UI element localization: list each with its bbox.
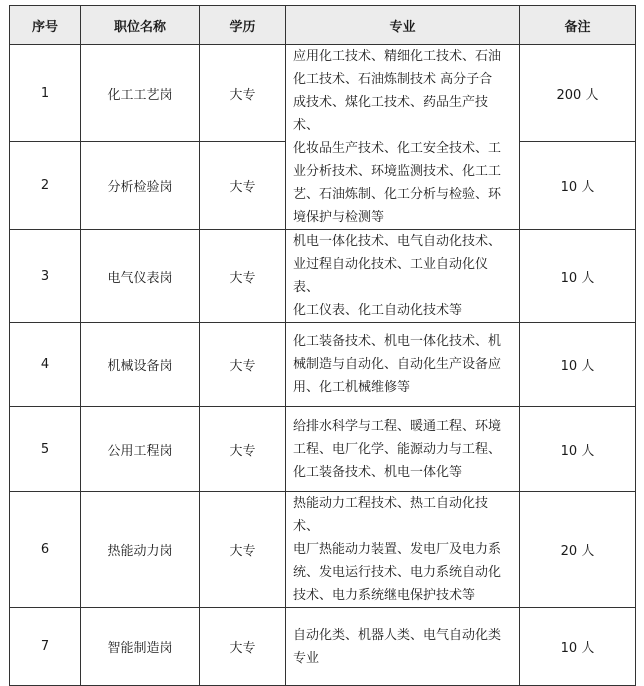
header-row <box>10 6 636 45</box>
row-education: 大专 <box>200 230 286 323</box>
major-line: 电厂热能动力装置、发电厂及电力系 <box>293 542 502 557</box>
row-remark: 10 人 <box>520 142 636 230</box>
table-row <box>10 45 636 142</box>
row-position: 智能制造岗 <box>81 608 200 686</box>
major-line: 应用化工技术、精细化工技术、石油 <box>293 49 502 64</box>
major-line: 热能动力工程技术、热工自动化技术、 <box>293 496 489 534</box>
major-line: 化工技术、石油炼制技术 高分子合 <box>293 72 493 87</box>
header-no: 序号 <box>10 6 81 45</box>
row-no: 1 <box>10 45 81 142</box>
major-line: 械制造与自动化、自动化生产设备应 <box>293 357 502 372</box>
row-no: 7 <box>10 608 81 686</box>
major-line: 用、化工机械维修等 <box>293 380 411 395</box>
row-remark: 10 人 <box>520 407 636 492</box>
row-major <box>286 323 520 407</box>
major-line: 成技术、煤化工技术、药品生产技术、 <box>293 95 489 133</box>
major-line: 化工装备技术、机电一体化技术、机 <box>293 334 502 349</box>
row-no: 3 <box>10 230 81 323</box>
row-remark: 10 人 <box>520 608 636 686</box>
row-education: 大专 <box>200 142 286 230</box>
row-education: 大专 <box>200 608 286 686</box>
table-row <box>10 492 636 608</box>
header-position: 职位名称 <box>81 6 200 45</box>
major-line: 自动化类、机器人类、电气自动化类 <box>293 627 502 643</box>
major-line: 工程、电厂化学、能源动力与工程、 <box>293 441 502 457</box>
major-line: 统、发电运行技术、电力系统自动化 <box>293 565 502 580</box>
row-remark: 10 人 <box>520 323 636 407</box>
header-education: 学历 <box>200 6 286 45</box>
row-no: 5 <box>10 407 81 492</box>
major-line: 艺、石油炼制、化工分析与检验、环 <box>293 187 502 202</box>
major-line: 化妆品生产技术、化工安全技术、工 <box>293 141 502 156</box>
row-position: 机械设备岗 <box>81 323 200 407</box>
major-line: 业分析技术、环境监测技术、化工工 <box>293 164 502 179</box>
row-major <box>286 608 520 686</box>
header-major: 专业 <box>286 6 520 45</box>
row-remark: 200 人 <box>520 45 636 142</box>
row-no: 4 <box>10 323 81 407</box>
major-line: 境保护与检测等 <box>293 210 385 225</box>
table-row <box>10 608 636 686</box>
table-row <box>10 323 636 407</box>
row-remark: 10 人 <box>520 230 636 323</box>
table-row <box>10 230 636 323</box>
row-education: 大专 <box>200 492 286 608</box>
row-education: 大专 <box>200 323 286 407</box>
major-line: 专业 <box>293 650 320 666</box>
row-major <box>286 45 520 230</box>
row-education: 大专 <box>200 407 286 492</box>
header-remark: 备注 <box>520 6 636 45</box>
row-major <box>286 492 520 608</box>
major-line: 给排水科学与工程、暖通工程、环境 <box>293 418 502 434</box>
row-education: 大专 <box>200 45 286 142</box>
row-position: 化工工艺岗 <box>81 45 200 142</box>
row-position: 热能动力岗 <box>81 492 200 608</box>
row-no: 2 <box>10 142 81 230</box>
row-position: 公用工程岗 <box>81 407 200 492</box>
major-line: 化工仪表、化工自动化技术等 <box>293 303 463 318</box>
major-line: 技术、电力系统继电保护技术等 <box>293 588 476 603</box>
row-remark: 20 人 <box>520 492 636 608</box>
table-row <box>10 407 636 492</box>
row-position: 电气仪表岗 <box>81 230 200 323</box>
row-no: 6 <box>10 492 81 608</box>
row-major <box>286 230 520 323</box>
row-major <box>286 407 520 492</box>
major-line: 业过程自动化技术、工业自动化仪表、 <box>293 257 489 295</box>
row-position: 分析检验岗 <box>81 142 200 230</box>
major-line: 机电一体化技术、电气自动化技术、 <box>293 234 502 249</box>
major-line: 化工装备技术、机电一体化等 <box>293 464 463 480</box>
recruitment-table <box>9 5 636 686</box>
